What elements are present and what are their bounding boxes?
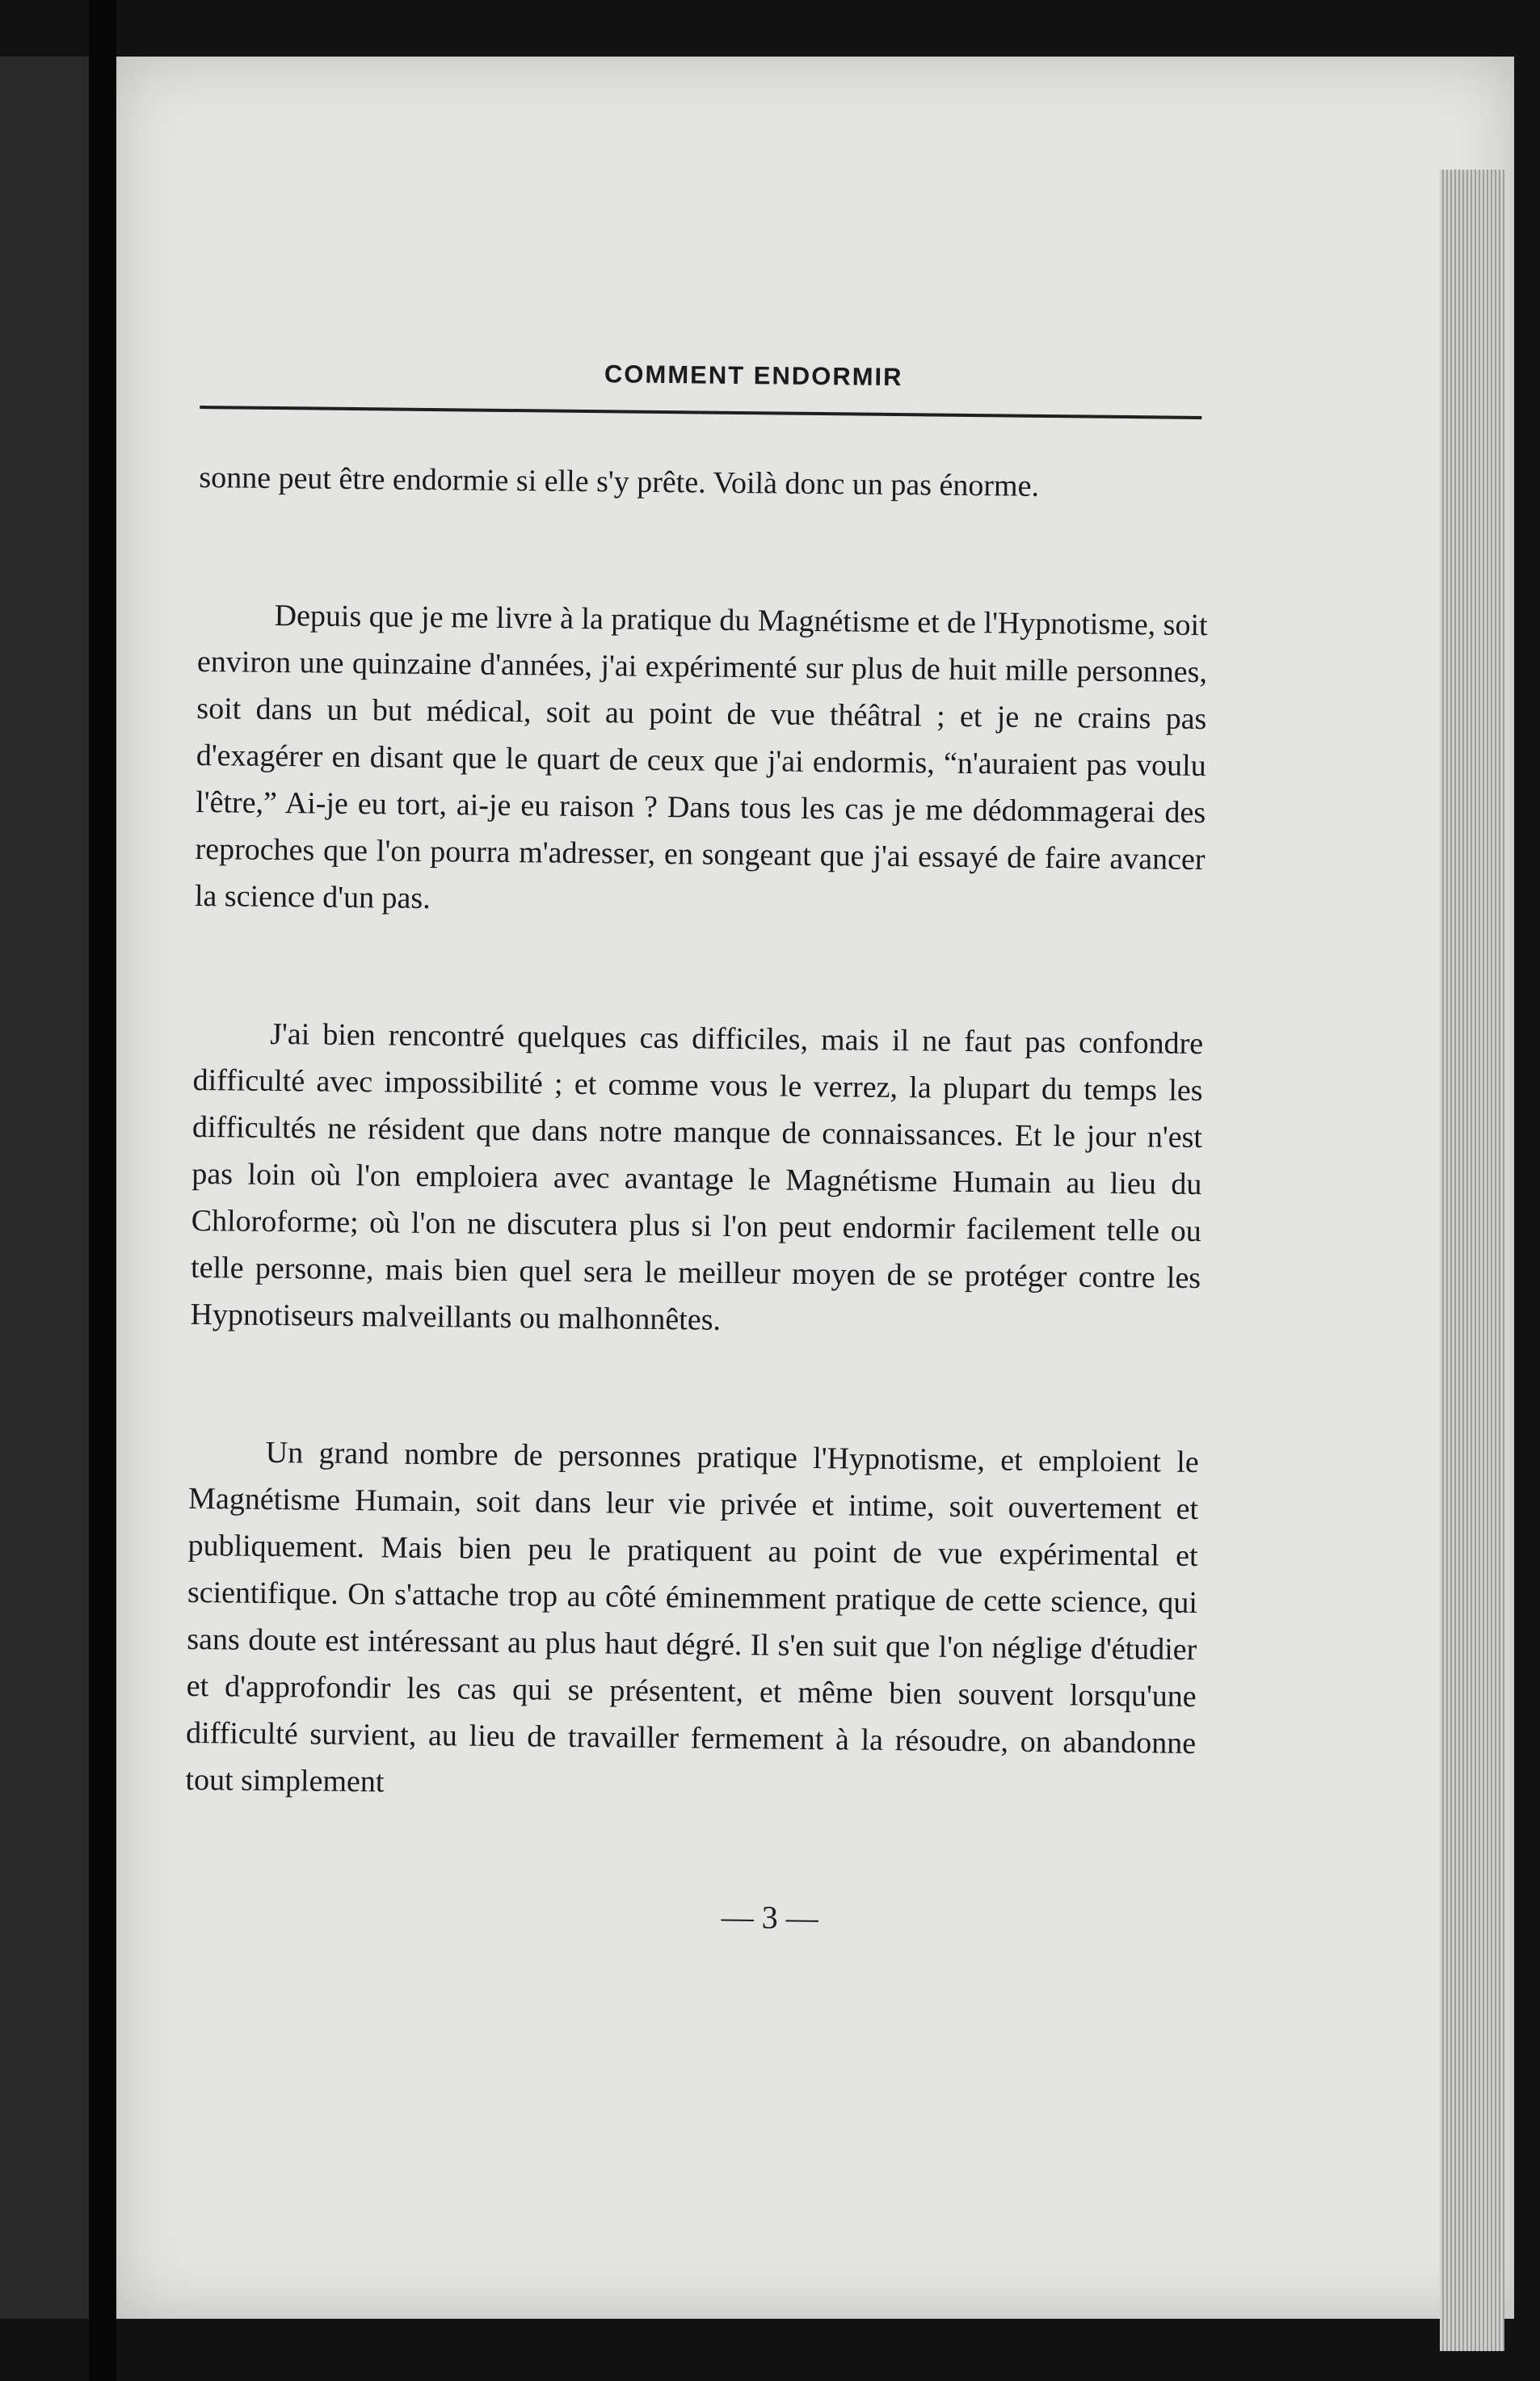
page-edge-stack [1440,170,1504,2351]
page-number: — 3 — [721,1898,819,1937]
paragraph-continued: sonne peut être endormie si elle s'y prête. Voilà donc un pas énorme. [199,460,1040,503]
page-content [183,355,1210,1973]
book-page [116,57,1514,2319]
running-head: COMMENT ENDORMIR [604,360,903,392]
binding-spine [89,0,116,2381]
header-rule [200,406,1201,419]
paragraph-1: Depuis que je me livre à la pratique du Magnétisme et de l'Hypnotisme, soit environ une quinzaine d'années, j'ai expérimenté sur plus de huit mille personnes, soit dans un but médical, soit au point de vue théâtral ; et je ne crains pas d'exagérer en disant que le quart de ceux que j'ai endormis, “n'auraient pas voulu l'être,” Ai-je eu tort, ai-je eu raison ? Dans tous les cas je me dédommagerai des reproches que l'on pourra m'adresser, en songeant que j'ai essayé de faire avancer la science d'un pas. [194,598,1208,916]
paragraph-3: Un grand nombre de personnes pratique l'Hypnotisme, et emploient le Magnétisme Humain, soit dans leur vie privée et intime, soit ouvertement et publiquement. Mais bien peu le pratiquent au point de vue expérimental et scientifique. On s'attache trop au côté éminemment pratique de cette science, qui sans doute est intéressant au plus haut dégré. Il s'en suit que l'on néglige d'étudier et d'approfondir les cas qui se présentent, et même bien souvent lorsqu'une difficulté survient, au lieu de travailler fermement à la résoudre, on abandonne tout simplement [185,1435,1199,1799]
left-margin-shadow [0,57,89,2319]
paragraph-2: J'ai bien rencontré quelques cas difficiles, mais il ne faut pas confondre difficulté avec impossibilité ; et comme vous le verrez, la plupart du temps les difficultés ne résident que dans notre manque de connaissances. Et le jour n'est pas loin où l'on emploiera avec avantage le Magnétisme Humain au lieu du Chloroforme; où l'on ne discutera plus si l'on peut endormir facilement telle ou telle personne, mais bien quel sera le meilleur moyen de se protéger contre les Hypnotiseurs malveillants ou malhonnêtes. [190,1016,1204,1337]
